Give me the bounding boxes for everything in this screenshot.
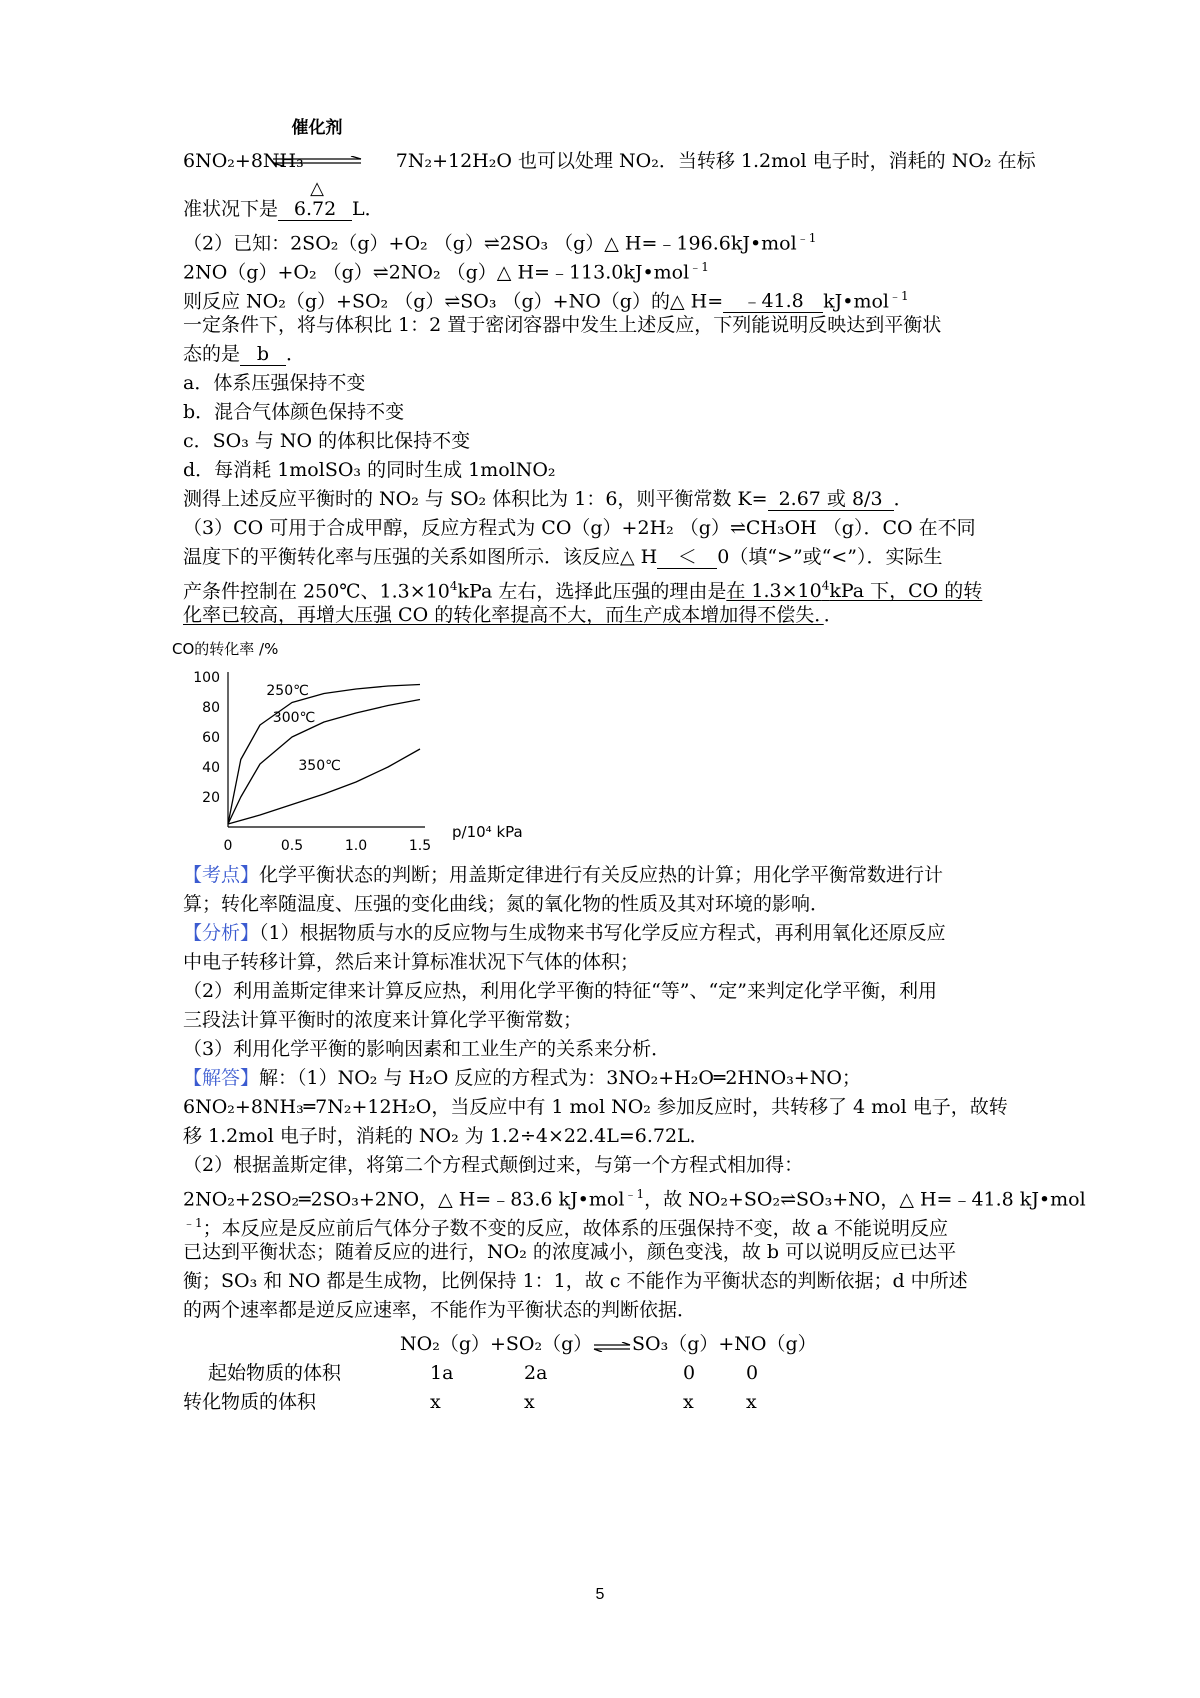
table-header-rhs: SO₃（g）+NO（g） — [632, 1333, 817, 1355]
table-cell: x — [524, 1391, 535, 1413]
question-text: 一定条件下，将与体积比 1：2 置于密闭容器中发生上述反应，下列能说明反映达到平衡状 — [183, 314, 942, 336]
answer-line-sign: 温度下的平衡转化率与压强的关系如图所示．该反应△ H ＜ 0（填“>”或“<”）．实际生 — [183, 546, 943, 568]
y-tick-label: 20 — [202, 790, 220, 806]
y-tick-label: 100 — [193, 670, 220, 686]
answer-blank: 6.72 — [278, 198, 352, 221]
answer-blank: ﹣41.8 — [723, 290, 823, 313]
answer-blank: b — [240, 343, 286, 366]
answer-blank: ＜ — [657, 546, 717, 569]
question-text-co: （3）CO 可用于合成甲醇，反应方程式为 CO（g）+2H₂ （g）⇌CH₃OH （g）．CO 在不同 — [183, 517, 976, 539]
jieda-line-6: $^{﹣1}$；本反应是反应前后气体分子数不变的反应，故体系的压强保持不变，故 a 不能说明反应 — [183, 1216, 949, 1240]
conversion-chart — [170, 632, 550, 854]
fenxi-line-5: （3）利用化学平衡的影响因素和工业生产的关系来分析． — [183, 1038, 671, 1060]
kaodian-tag: 【考点】 — [183, 864, 260, 886]
table-cell: 0 — [683, 1362, 696, 1384]
option-d: d．每消耗 1molSO₃ 的同时生成 1molNO₂ — [183, 459, 556, 481]
table-cell: 2a — [524, 1362, 548, 1384]
table-cell: 1a — [430, 1362, 454, 1384]
equilibrium-arrow-icon — [592, 1342, 632, 1352]
x-tick-label: 1.0 — [344, 838, 368, 854]
fenxi-line-1: 【分析】（1）根据物质与水的反应物与生成物来书写化学反应方程式，再利用氧化还原反应 — [183, 922, 946, 944]
table-row-label: 转化物质的体积 — [183, 1391, 317, 1413]
table-row-label: 起始物质的体积 — [208, 1362, 342, 1384]
kaodian-line-2: 算；转化率随温度、压强的变化曲线；氮的氧化物的性质及其对环境的影响． — [183, 893, 830, 915]
answer-underline: 在 $1.3\times 10^4kPa$ 下，CO 的转 — [726, 579, 983, 603]
known-equation-2: 2NO（g）+O₂ （g）⇌2NO₂ （g）△ H=﹣113.0kJ•mol$^{﹣1}$ — [183, 260, 709, 284]
y-tick-label: 60 — [202, 730, 220, 746]
known-equation-1: （2）已知：2SO₂（g）+O₂ （g）⇌2SO₃ （g）△ H=﹣196.6kJ•mol$^{﹣1}$ — [183, 231, 817, 255]
series-label: 300℃ — [272, 710, 316, 726]
y-tick-label: 40 — [202, 760, 220, 776]
y-tick-label: 80 — [202, 700, 220, 716]
table-cell: x — [430, 1391, 441, 1413]
table-cell: x — [683, 1391, 694, 1413]
fenxi-line-3: （2）利用盖斯定律来计算反应热，利用化学平衡的特征“等”、“定”来判定化学平衡，利用 — [183, 980, 937, 1002]
series-label: 350℃ — [298, 758, 341, 774]
jieda-line-9: 的两个速率都是逆反应速率，不能作为平衡状态的判断依据． — [183, 1299, 697, 1321]
answer-line-reason: 产条件控制在 250℃、$1.3\times 10^4kPa$ 左右，选择此压强的理由是在 $1.3\times 10^4kPa$ 下，CO 的转 — [183, 579, 983, 603]
jieda-line-2: 6NO₂+8NH₃═7N₂+12H₂O，当反应中有 1 mol NO₂ 参加反应时，共转移了 4 mol 电子，故转 — [183, 1096, 1008, 1118]
option-b: b．混合气体颜色保持不变 — [183, 401, 405, 423]
answer-line-enthalpy: 则反应 NO₂（g）+SO₂ （g）⇌SO₃ （g）+NO（g）的△ H= ﹣41.8 kJ•mol$^{﹣1}$ — [183, 289, 909, 313]
fenxi-tag: 【分析】 — [183, 922, 260, 944]
jieda-tag: 【解答】 — [183, 1067, 260, 1089]
jieda-line-8: 衡；SO₃ 和 NO 都是生成物，比例保持 1：1，故 c 不能作为平衡状态的判断依据；d 中所述 — [183, 1270, 968, 1292]
jieda-line-3: 移 1.2mol 电子时，消耗的 NO₂ 为 1.2÷4×22.4L=6.72L． — [183, 1125, 709, 1147]
y-axis-label: CO的转化率 /% — [172, 640, 279, 658]
kaodian-line-1: 【考点】化学平衡状态的判断；用盖斯定律进行有关反应热的计算；用化学平衡常数进行计 — [183, 864, 944, 886]
answer-line-equilibrium: 态的是 b ． — [183, 343, 306, 365]
page-number: 5 — [595, 1586, 605, 1603]
catalyst-label: 催化剂 — [291, 118, 343, 138]
table-cell: 0 — [746, 1362, 759, 1384]
jieda-line-1: 【解答】解：（1）NO₂ 与 H₂O 反应的方程式为：3NO₂+H₂O═2HNO₃+NO； — [183, 1067, 861, 1089]
option-c: c．SO₃ 与 NO 的体积比保持不变 — [183, 430, 471, 452]
answer-line-volume: 准状况下是 6.72 L． — [183, 198, 384, 220]
x-tick-label: 0.5 — [280, 838, 304, 854]
fenxi-line-2: 中电子转移计算，然后来计算标准状况下气体的体积； — [183, 951, 640, 973]
heat-symbol: △ — [310, 178, 324, 199]
table-header-lhs: NO₂（g）+SO₂（g） — [400, 1333, 593, 1355]
jieda-line-4: （2）根据盖斯定律，将第二个方程式颠倒过来，与第一个方程式相加得： — [183, 1154, 804, 1176]
jieda-line-7: 已达到平衡状态；随着反应的进行，NO₂ 的浓度减小，颜色变浅，故 b 可以说明反应已达平 — [183, 1241, 957, 1263]
x-tick-label: 1.5 — [408, 838, 432, 854]
answer-line-reason-cont: 化率已较高，再增大压强 CO 的转化率提高不大，而生产成本增加得不偿失．． — [183, 604, 843, 626]
answer-blank: 2.67 或 8/3 — [768, 488, 894, 511]
equation-line: 6NO₂+8NH₃ 7N₂+12H₂O 也可以处理 NO₂．当转移 1.2mol 电子时，消耗的 NO₂ 在标 — [183, 150, 1036, 172]
option-a: a．体系压强保持不变 — [183, 372, 366, 394]
jieda-line-5: 2NO₂+2SO₂═2SO₃+2NO，△ H=﹣83.6 kJ•mol$^{﹣1}$，故 NO₂+SO₂⇌SO₃+NO，△ H=﹣41.8 kJ•mol — [183, 1187, 1086, 1211]
table-cell: x — [746, 1391, 757, 1413]
x-axis-label: p/10⁴ kPa — [452, 823, 523, 841]
answer-underline: 化率已较高，再增大压强 CO 的转化率提高不大，而生产成本增加得不偿失． — [183, 604, 824, 626]
x-tick-label: 0 — [223, 838, 233, 854]
answer-line-constant: 测得上述反应平衡时的 NO₂ 与 SO₂ 体积比为 1：6，则平衡常数 K= 2.67 或 8/3 ． — [183, 488, 913, 510]
series-label: 250℃ — [266, 683, 309, 699]
fenxi-line-4: 三段法计算平衡时的浓度来计算化学平衡常数； — [183, 1009, 583, 1031]
